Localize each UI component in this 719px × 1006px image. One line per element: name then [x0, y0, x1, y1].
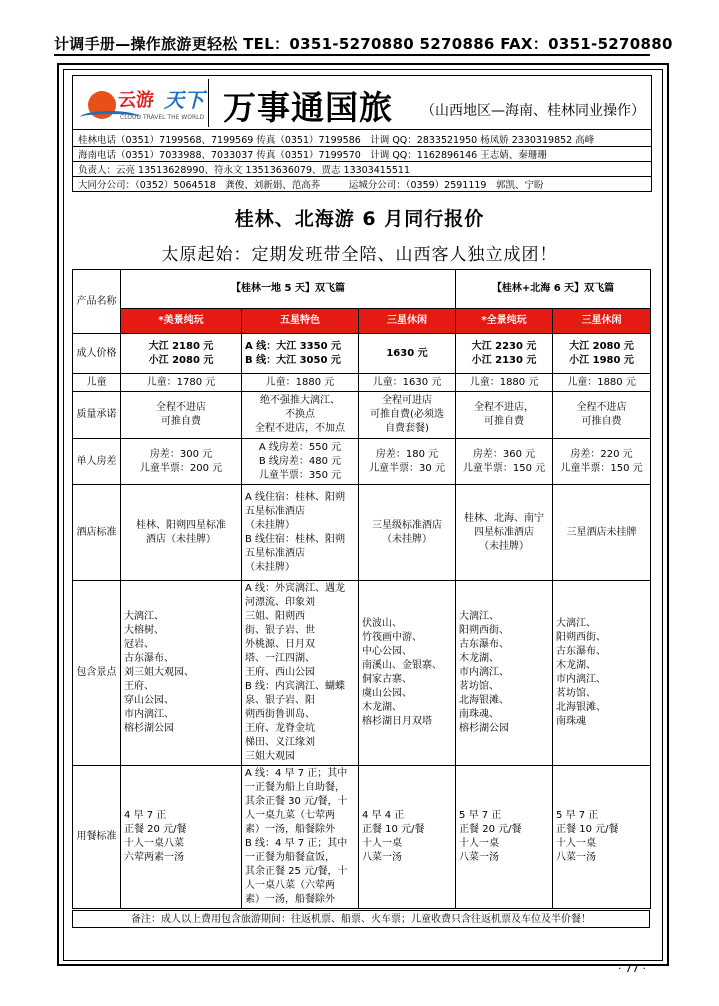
sights-cell: 伏波山、 竹筏画中游、 中心公园、 南溪山、金银寨、 侗家古寨、 虞山公园、 木龙湖、 榕杉湖日月双塔: [359, 581, 456, 766]
divider: [73, 129, 651, 130]
meals-cell: 4 早 4 正 正餐 10 元/餐 十人一桌 八菜一汤: [359, 766, 456, 909]
contact-line-branches: 大同分公司：（0352）5064518 龚俊、刘新娟、范高荞 运城分公司：（0359）2591119 郭凯、宁盼: [78, 180, 544, 191]
category-cell: 三星休闲: [359, 309, 456, 334]
row-label-child: 儿童: [73, 374, 121, 392]
page-subtitle: 太原起始：定期发班带全陪、山西客人独立成团！: [161, 245, 558, 265]
page-number: · 77 ·: [618, 962, 646, 975]
category-cell: 五星特色: [242, 309, 359, 334]
page-title: 桂林、北海游 6 月同行报价: [234, 208, 485, 230]
adult-price-cell: 大江 2080 元 小江 1980 元: [553, 334, 651, 374]
contact-line-hainan: 海南电话（0351）7033988、7033037 传真（0351）7199570 计调 QQ：1162896146 王志婧、秦珊珊: [78, 150, 547, 161]
hotel-cell: 三星级标准酒店 （未挂牌）: [359, 485, 456, 581]
single-room-cell: 房差：300 元 儿童半票：200 元: [121, 439, 242, 485]
logo-subtext: CLOUD TRAVEL THE WORLD: [120, 114, 205, 121]
meals-cell: 4 早 7 正 正餐 20 元/餐 十人一桌八菜 六荤两素一汤: [121, 766, 242, 909]
contact-line-guilin: 桂林电话（0351）7199568、7199569 传真（0351）7199586 计调 QQ：2833521950 杨凤娇 2330319852 高峰: [78, 135, 595, 146]
child-price-cell: 儿童：1880 元: [553, 374, 651, 392]
single-room-cell: 房差：180 元 儿童半票：30 元: [359, 439, 456, 485]
contact-line-manager: 负责人：云亮 13513628990、符永文 13513636079、贾志 13303415511: [78, 165, 411, 176]
quality-cell: 全程不进店， 可推自费: [456, 392, 553, 439]
company-name: 万事通国旅: [223, 88, 393, 127]
row-label-single: 单人房差: [73, 439, 121, 485]
adult-price-cell: 1630 元: [359, 334, 456, 374]
sights-cell: 大漓江、 阳朔西街、 古东瀑布、 木龙湖、 市内漓江、 茗坊馆、 北海银滩、 南珠魂: [553, 581, 651, 766]
row-label-adult: 成人价格: [73, 334, 121, 374]
child-price-cell: 儿童：1780 元: [121, 374, 242, 392]
adult-price-cell: 大江 2180 元 小江 2080 元: [121, 334, 242, 374]
single-room-cell: A 线房差：550 元 B 线房差：480 元 儿童半票：350 元: [242, 439, 359, 485]
category-cell: *全景纯玩: [456, 309, 553, 334]
row-label-quality: 质量承诺: [73, 392, 121, 439]
quality-cell: 全程不进店 可推自费: [553, 392, 651, 439]
child-price-cell: 儿童：1880 元: [242, 374, 359, 392]
adult-price-cell: A 线：大江 3350 元 B 线：大江 3050 元: [242, 334, 359, 374]
single-room-cell: 房差：220 元 儿童半票：150 元: [553, 439, 651, 485]
row-label-hotel: 酒店标准: [73, 485, 121, 581]
meals-cell: 5 早 7 正 正餐 20 元/餐 十人一桌 八菜一汤: [456, 766, 553, 909]
price-table: [72, 269, 651, 909]
product-label: 产品名称: [73, 270, 121, 334]
meals-cell: 5 早 7 正 正餐 10 元/餐 十人一桌 八菜一汤: [553, 766, 651, 909]
child-price-cell: 儿童：1630 元: [359, 374, 456, 392]
row-label-sights: 包含景点: [73, 581, 121, 766]
quality-cell: 全程不进店 可推自费: [121, 392, 242, 439]
hotel-cell: 桂林、北海、南宁 四星标准酒店 （未挂牌）: [456, 485, 553, 581]
logo-text-1: 云游: [118, 90, 154, 111]
group-guilin-beihai-6day: 【桂林+北海 6 天】双飞篇: [456, 270, 651, 309]
child-price-cell: 儿童：1880 元: [456, 374, 553, 392]
adult-price-cell: 大江 2230 元 小江 2130 元: [456, 334, 553, 374]
hotel-cell: 三星酒店未挂牌: [553, 485, 651, 581]
company-logo: [76, 79, 209, 127]
logo-text-2: 天下: [164, 88, 204, 112]
group-guilin-5day: 【桂林一地 5 天】双飞篇: [121, 270, 456, 309]
sights-cell: A 线：外宾漓江、遇龙 河漂流、印象刘 三姐、阳朔西 街、银子岩、世 外桃源、日月双 塔、一江四湖、 王府、西山公园 B 线：内宾漓江、蝴蝶 泉、银子岩、阳 朔西街鲁训岛、 王府、龙脊金坑 梯田、义江缘刘 三姐大观园: [242, 581, 359, 766]
hotel-cell: 桂林、阳朔四星标准 酒店（未挂牌）: [121, 485, 242, 581]
meals-cell: A 线：4 早 7 正；其中 一正餐为船上自助餐， 其余正餐 30 元/餐，十 人一桌九菜（七荤两 素）一汤，船餐除外 B 线：4 早 7 正；其中 一正餐为船餐盒饭， 其余正餐 25 元/餐，十 人一桌八菜（六荤两 素）一汤，船餐除外: [242, 766, 359, 909]
row-label-meals: 用餐标准: [73, 766, 121, 909]
page-header: 计调手册—操作旅游更轻松 TEL：0351-5270880 5270886 FAX：0351-5270880: [54, 35, 673, 53]
quality-cell: 全程可进店 可推自费(必须选 自费套餐): [359, 392, 456, 439]
hotel-cell: A 线住宿：桂林、阳朔 五星标准酒店 （未挂牌） B 线住宿：桂林、阳朔 五星标准酒店 （未挂牌）: [242, 485, 359, 581]
sights-cell: 大漓江、 大榕树、 冠岩、 古东瀑布、 刘三姐大观园、 王府、 穿山公园、 市内漓江、 榕杉湖公园: [121, 581, 242, 766]
footnote: 备注：成人以上费用包含旅游期间：往返机票、船票、火车票；儿童收费只含往返机票及车位及半价餐！: [72, 910, 650, 928]
sights-cell: 大漓江、 阳朔西街、 古东瀑布、 木龙湖、 市内漓江、 茗坊馆、 北海银滩、 南珠魂、 榕杉湖公园: [456, 581, 553, 766]
single-room-cell: 房差：360 元 儿童半票：150 元: [456, 439, 553, 485]
category-cell: *美景纯玩: [121, 309, 242, 334]
company-box: [72, 75, 652, 192]
quality-cell: 绝不强推大漓江、 不换点 全程不进店，不加点: [242, 392, 359, 439]
category-cell: 三星休闲: [553, 309, 651, 334]
company-tagline: （山西地区—海南、桂林同业操作）: [421, 103, 645, 119]
header-rule: [54, 54, 650, 56]
